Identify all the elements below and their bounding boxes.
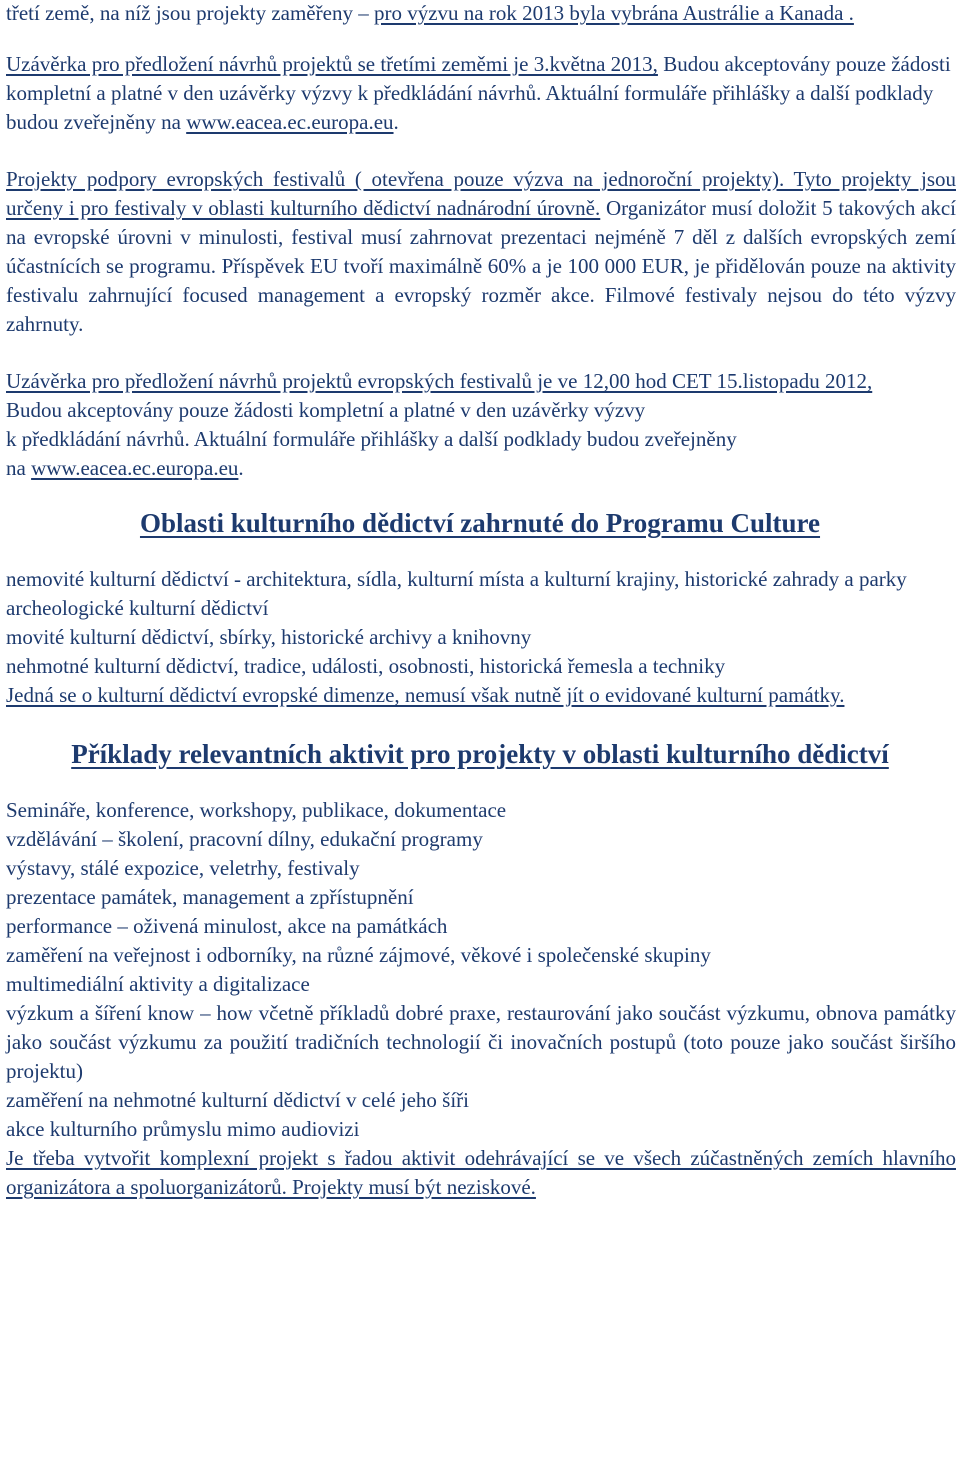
festivals-text: Organizátor musí doložit 5 takových akcí na evropské úrovni v minulosti, festival musí zahrnovat prezentaci nejméně 7 děl z dalších evropských zemí účastnících se programu. Příspěvek EU tvoří maximálně 60% a je 100 000 EUR, je přidělován pouze na aktivity festivalu zahrnující focused management a evropský rozměr akce. Filmové festivaly nejsou do této výzvy zahrnuty.	[6, 196, 956, 336]
eacea-link-1[interactable]: www.eacea.ec.europa.eu	[186, 110, 394, 134]
activities-heading: Příklady relevantních aktivit pro projekty v oblasti kulturního dědictví	[71, 739, 889, 769]
eacea-link-2[interactable]: www.eacea.ec.europa.eu	[31, 456, 239, 480]
deadline-third-countries-underlined: Uzávěrka pro předložení návrhů projektů se třetími zeměmi je 3.května 2013,	[6, 52, 658, 76]
deadline-third-countries-text: Budou akceptovány pouze žádosti kompletní a platné v den uzávěrky výzvy k předkládání návrhů. Aktuální formuláře přihlášky a další podklady budou zveřejněny na	[6, 52, 951, 134]
list-item: archeologické kulturní dědictví	[6, 596, 269, 620]
list-item: zaměření na nehmotné kulturní dědictví v celé jeho šíři	[6, 1088, 470, 1112]
heritage-list	[0, 565, 960, 710]
list-item: performance – oživená minulost, akce na památkách	[6, 914, 448, 938]
deadline-festivals: Uzávěrka pro předložení návrhů projektů evropských festivalů je ve 12,00 hod CET 15.listopadu 2012, Budou akceptovány pouze žádosti kompletní a platné v den uzávěrky výzvy k předkládání návrhů. Aktuální formuláře přihlášky a další podklady budou zveřejněny na www.eacea.ec.europa.eu.	[6, 369, 873, 480]
list-item: multimediální aktivity a digitalizace	[6, 972, 310, 996]
list-item: výzkum a šíření know – how včetně příkladů dobré praxe, restaurování jako součást výzkumu, obnova památky jako součást výzkumu za použití tradičních technologií či inovačních postupů (toto pouze jako součást širšího projektu)	[6, 1001, 956, 1083]
deadline-third-countries: Uzávěrka pro předložení návrhů projektů se třetími zeměmi je 3.května 2013, Budou akceptovány pouze žádosti kompletní a platné v den uzávěrky výzvy k předkládání návrhů. Aktuální formuláře přihlášky a další podklady budou zveřejněny na www.eacea.ec.europa.eu.	[6, 52, 951, 134]
deadline-festivals-underlined: Uzávěrka pro předložení návrhů projektů evropských festivalů je ve 12,00 hod CET 15.listopadu 2012,	[6, 369, 873, 393]
heritage-heading: Oblasti kulturního dědictví zahrnuté do Programu Culture	[139, 508, 821, 538]
intro-text: třetí země, na níž jsou projekty zaměřeny –	[6, 1, 374, 25]
list-item: nemovité kulturní dědictví - architektura, sídla, kulturní místa a kulturní krajiny, historické zahrady a parky	[6, 567, 907, 591]
list-item: vzdělávání – školení, pracovní dílny, edukační programy	[6, 827, 483, 851]
list-item: nehmotné kulturní dědictví, tradice, události, osobnosti, historická řemesla a techniky	[6, 654, 726, 678]
festivals-paragraph	[0, 165, 960, 339]
activities-note: Je třeba vytvořit komplexní projekt s řadou aktivit odehrávající se ve všech zúčastněných zemích hlavního organizátora a spoluorganizátorů. Projekty musí být neziskové.	[6, 1146, 956, 1199]
list-item: movité kulturní dědictví, sbírky, historické archivy a knihovny	[6, 625, 532, 649]
heritage-note: Jedná se o kulturní dědictví evropské dimenze, nemusí však nutně jít o evidované kulturní památky.	[6, 683, 845, 707]
list-item: výstavy, stálé expozice, veletrhy, festivaly	[6, 856, 360, 880]
festivals-underlined: Projekty podpory evropských festivalů ( otevřena pouze výzva na jednoroční projekty). Tyto projekty jsou určeny i pro festivaly v oblasti kulturního dědictví nadnárodní úrovně.	[6, 167, 956, 220]
activities-list	[0, 796, 960, 1202]
intro-link[interactable]: pro výzvu na rok 2013 byla vybrána Austrálie a Kanada .	[373, 1, 854, 25]
intro-paragraph	[0, 0, 960, 28]
list-item: akce kulturního průmyslu mimo audiovizi	[6, 1117, 360, 1141]
list-item: prezentace památek, management a zpřístupnění	[6, 885, 414, 909]
list-item: Semináře, konference, workshopy, publikace, dokumentace	[6, 798, 507, 822]
list-item: zaměření na veřejnost i odborníky, na různé zájmové, věkové i společenské skupiny	[6, 943, 711, 967]
